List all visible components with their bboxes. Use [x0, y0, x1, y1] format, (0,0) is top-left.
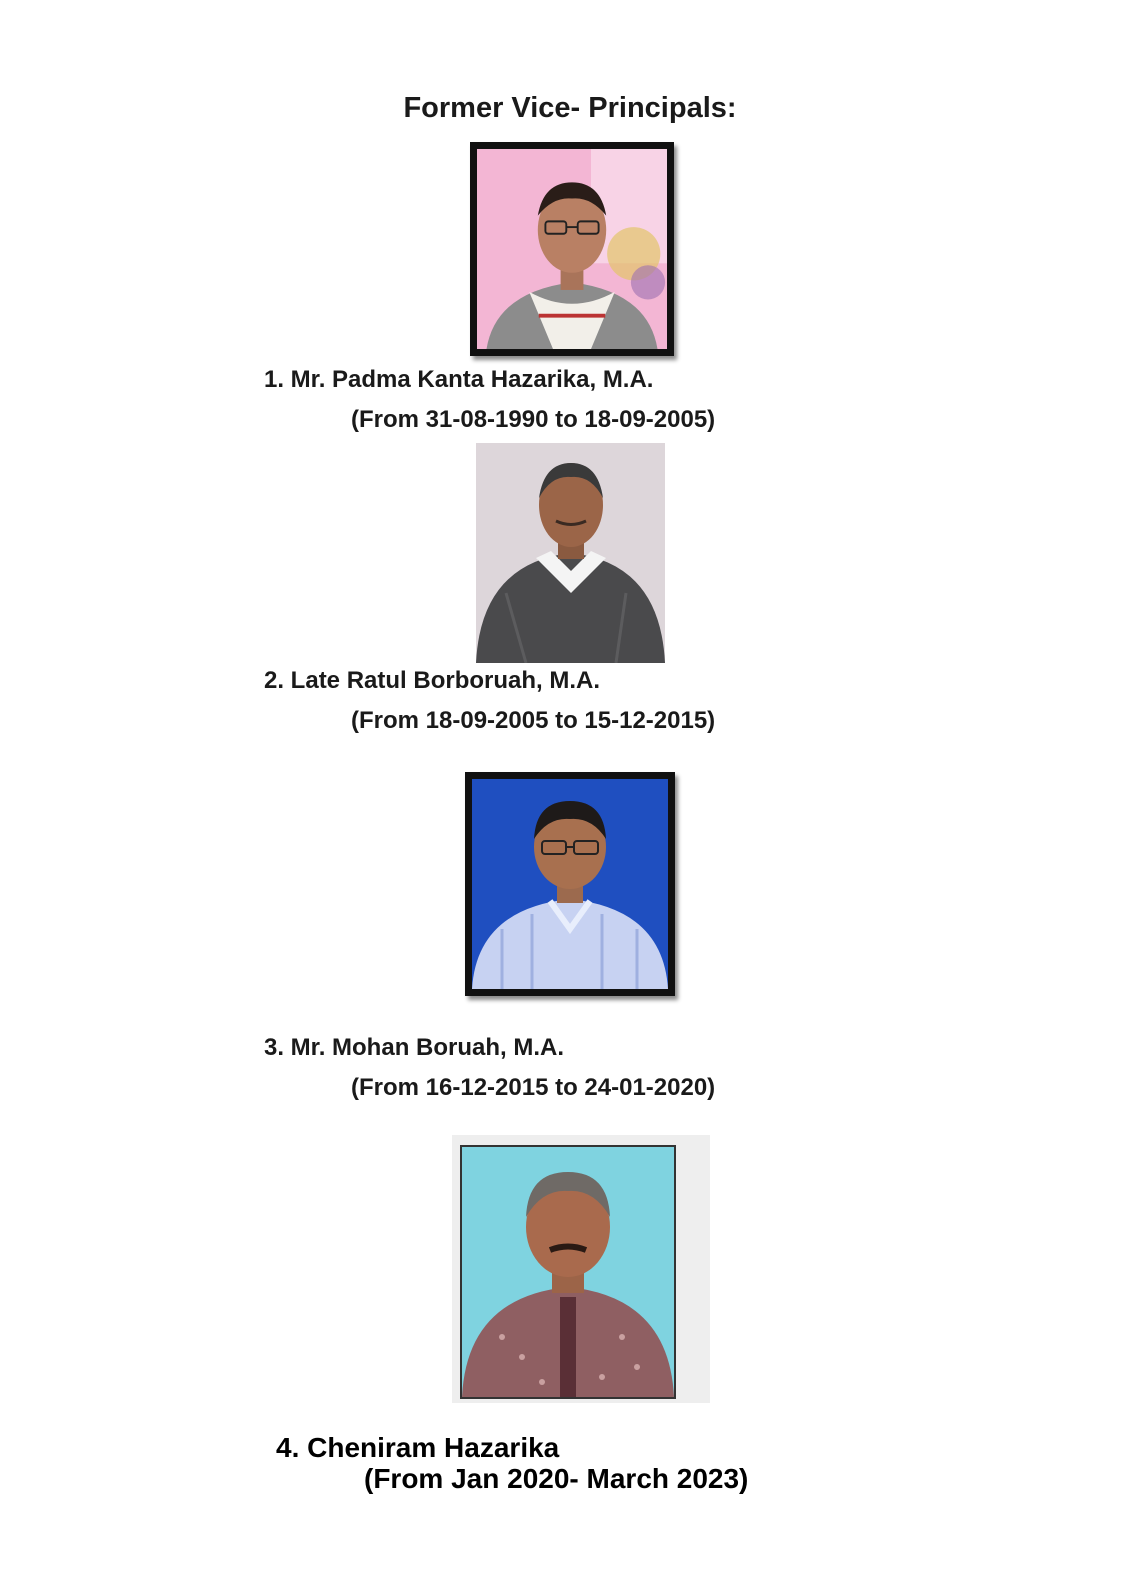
portrait-photo-3 [465, 772, 675, 996]
person-3-tenure: (From 16-12-2015 to 24-01-2020) [351, 1074, 716, 1101]
portrait-2-image [476, 443, 665, 663]
person-2-name: 2. Late Ratul Borboruah, M.A. [264, 667, 601, 694]
portrait-1-image [477, 149, 667, 349]
portrait-photo-4 [452, 1135, 710, 1403]
person-1-name: 1. Mr. Padma Kanta Hazarika, M.A. [264, 366, 654, 393]
portrait-3-image [472, 779, 668, 989]
portrait-4-frame [460, 1145, 676, 1399]
person-1-tenure: (From 31-08-1990 to 18-09-2005) [351, 406, 716, 433]
portrait-photo-1 [470, 142, 674, 356]
person-4-name: 4. Cheniram Hazarika [276, 1432, 560, 1463]
person-3-name: 3. Mr. Mohan Boruah, M.A. [264, 1034, 565, 1061]
portrait-4-image [462, 1147, 674, 1397]
person-2-tenure: (From 18-09-2005 to 15-12-2015) [351, 707, 716, 734]
portrait-photo-2 [476, 443, 665, 663]
page-heading: Former Vice- Principals: [403, 92, 737, 124]
person-4-tenure: (From Jan 2020- March 2023) [364, 1463, 749, 1494]
